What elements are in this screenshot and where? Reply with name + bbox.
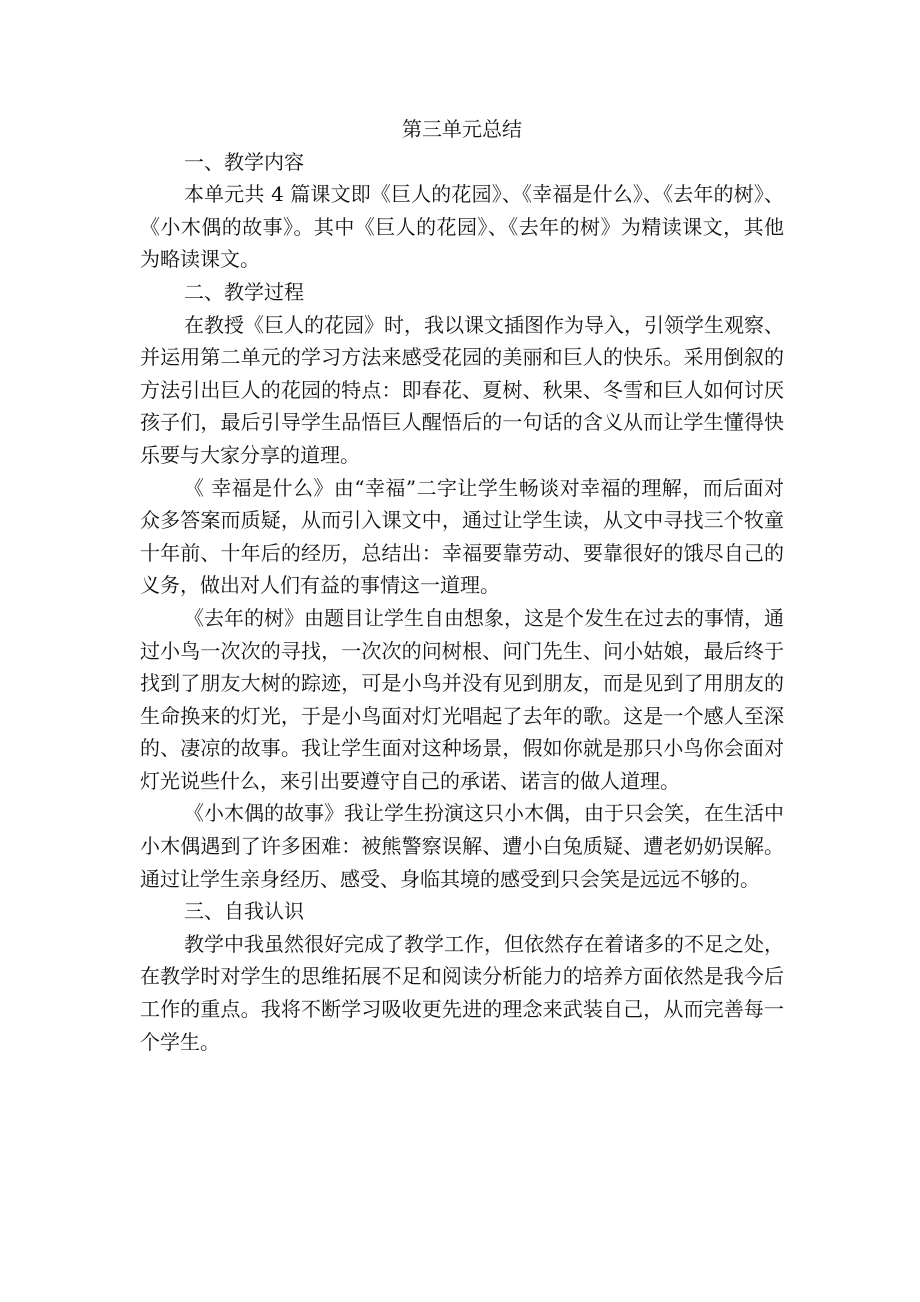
paragraph-giant-garden: 在教授《巨人的花园》时，我以课文插图作为导入，引领学生观察、并运用第二单元的学习方法来感受花园的美丽和巨人的快乐。采用倒叙的方法引出巨人的花园的特点：即春花、夏树、秋果、冬雪和巨人如何讨厌孩子们，最后引导学生品悟巨人醒悟后的一句话的含义从而让学生懂得快乐要与大家分享的道理。 (140, 312, 784, 467)
section-heading-self-reflection: 三、自我认识 (184, 899, 304, 924)
paragraph-last-years-tree: 《去年的树》由题目让学生自由想象，这是个发生在过去的事情，通过小鸟一次次的寻找，一次次的问树根、问门先生、问小姑娘，最后终于找到了朋友大树的踪迹，可是小鸟并没有见到朋友，而是见到了用朋友的生命换来的灯光，于是小鸟面对灯光唱起了去年的歌。这是一个感人至深的、凄凉的故事。我让学生面对这种场景，假如你就是那只小鸟你会面对灯光说些什么，来引出要遵守自己的承诺、诺言的做人道理。 (140, 605, 784, 793)
paragraph-what-is-happiness: 《 幸福是什么》由“幸福”二字让学生畅谈对幸福的理解，而后面对众多答案而质疑，从而引入课文中，通过让学生读，从文中寻找三个牧童十年前、十年后的经历，总结出：幸福要靠劳动、要靠很好的饿尽自己的义务，做出对人们有益的事情这一道理。 (140, 475, 784, 598)
paragraph-self-reflection: 教学中我虽然很好完成了教学工作，但依然存在着诸多的不足之处，在教学时对学生的思维拓展不足和阅读分析能力的培养方面依然是我今后工作的重点。我将不断学习吸收更先进的理念来武装自己，从而完善每一个学生。 (140, 931, 784, 1054)
section-heading-teaching-process: 二、教学过程 (184, 279, 304, 304)
paragraph-little-puppet: 《小木偶的故事》我让学生扮演这只小木偶，由于只会笑，在生活中小木偶遇到了许多困难：被熊警察误解、遭小白兔质疑、遭老奶奶误解。通过让学生亲身经历、感受、身临其境的感受到只会笑是远远不够的。 (140, 801, 784, 891)
paragraph-unit-overview: 本单元共 4 篇课文即《巨人的花园》、《幸福是什么》、《去年的树》、《小木偶的故事》。其中《巨人的花园》、《去年的树》为精读课文，其他为略读课文。 (140, 182, 784, 272)
section-heading-teaching-content: 一、教学内容 (184, 149, 304, 174)
document-title: 第三单元总结 (402, 117, 522, 141)
document-body (140, 113, 784, 1058)
